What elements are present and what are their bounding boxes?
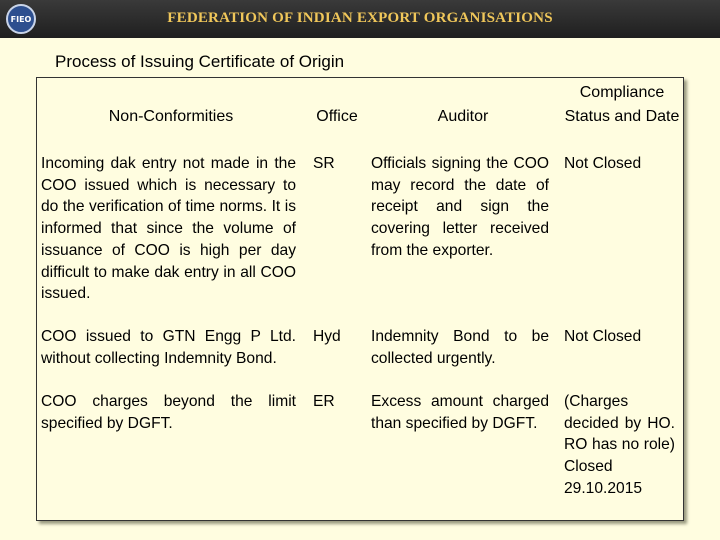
row3-office: ER [313,393,335,410]
col-header-auditor: Auditor [437,108,489,125]
row2-auditor: Indemnity Bond to be collected urgently. [371,328,549,367]
row2-status: Not Closed [564,328,642,345]
row1-status: Not Closed [564,155,642,172]
fieo-logo: FIEO [6,4,36,34]
row3-non-conformity: COO charges beyond the limit specified by DGFT. [41,393,296,432]
row3-status: (Charges decided by HO. RO has no role) Closed 29.10.2015 [564,393,675,497]
col-header-compliance-status: Compliance Status and Date [564,84,680,125]
col-header-non-conformities: Non-Conformities [108,108,234,125]
nonconformity-table [36,77,684,521]
org-title: FEDERATION OF INDIAN EXPORT ORGANISATIONS [167,10,553,26]
row3-auditor: Excess amount charged than specified by DGFT. [371,393,549,432]
row2-non-conformity: COO issued to GTN Engg P Ltd. without collecting Indemnity Bond. [41,328,296,367]
row1-auditor: Officials signing the COO may record the date of receipt and sign the covering letter received from the exporter. [371,155,549,259]
row1-non-conformity: Incoming dak entry not made in the COO issued which is necessary to do the verification of time norms. It is informed that since the volume of issuance of COO is high per day difficult to make dak entry in all COO issued. [41,155,296,303]
slide-title: Process of Issuing Certificate of Origin [55,52,345,71]
col-header-office: Office [316,108,358,125]
header-bar [0,0,720,38]
row2-office: Hyd [313,328,341,345]
row1-office: SR [313,155,335,172]
